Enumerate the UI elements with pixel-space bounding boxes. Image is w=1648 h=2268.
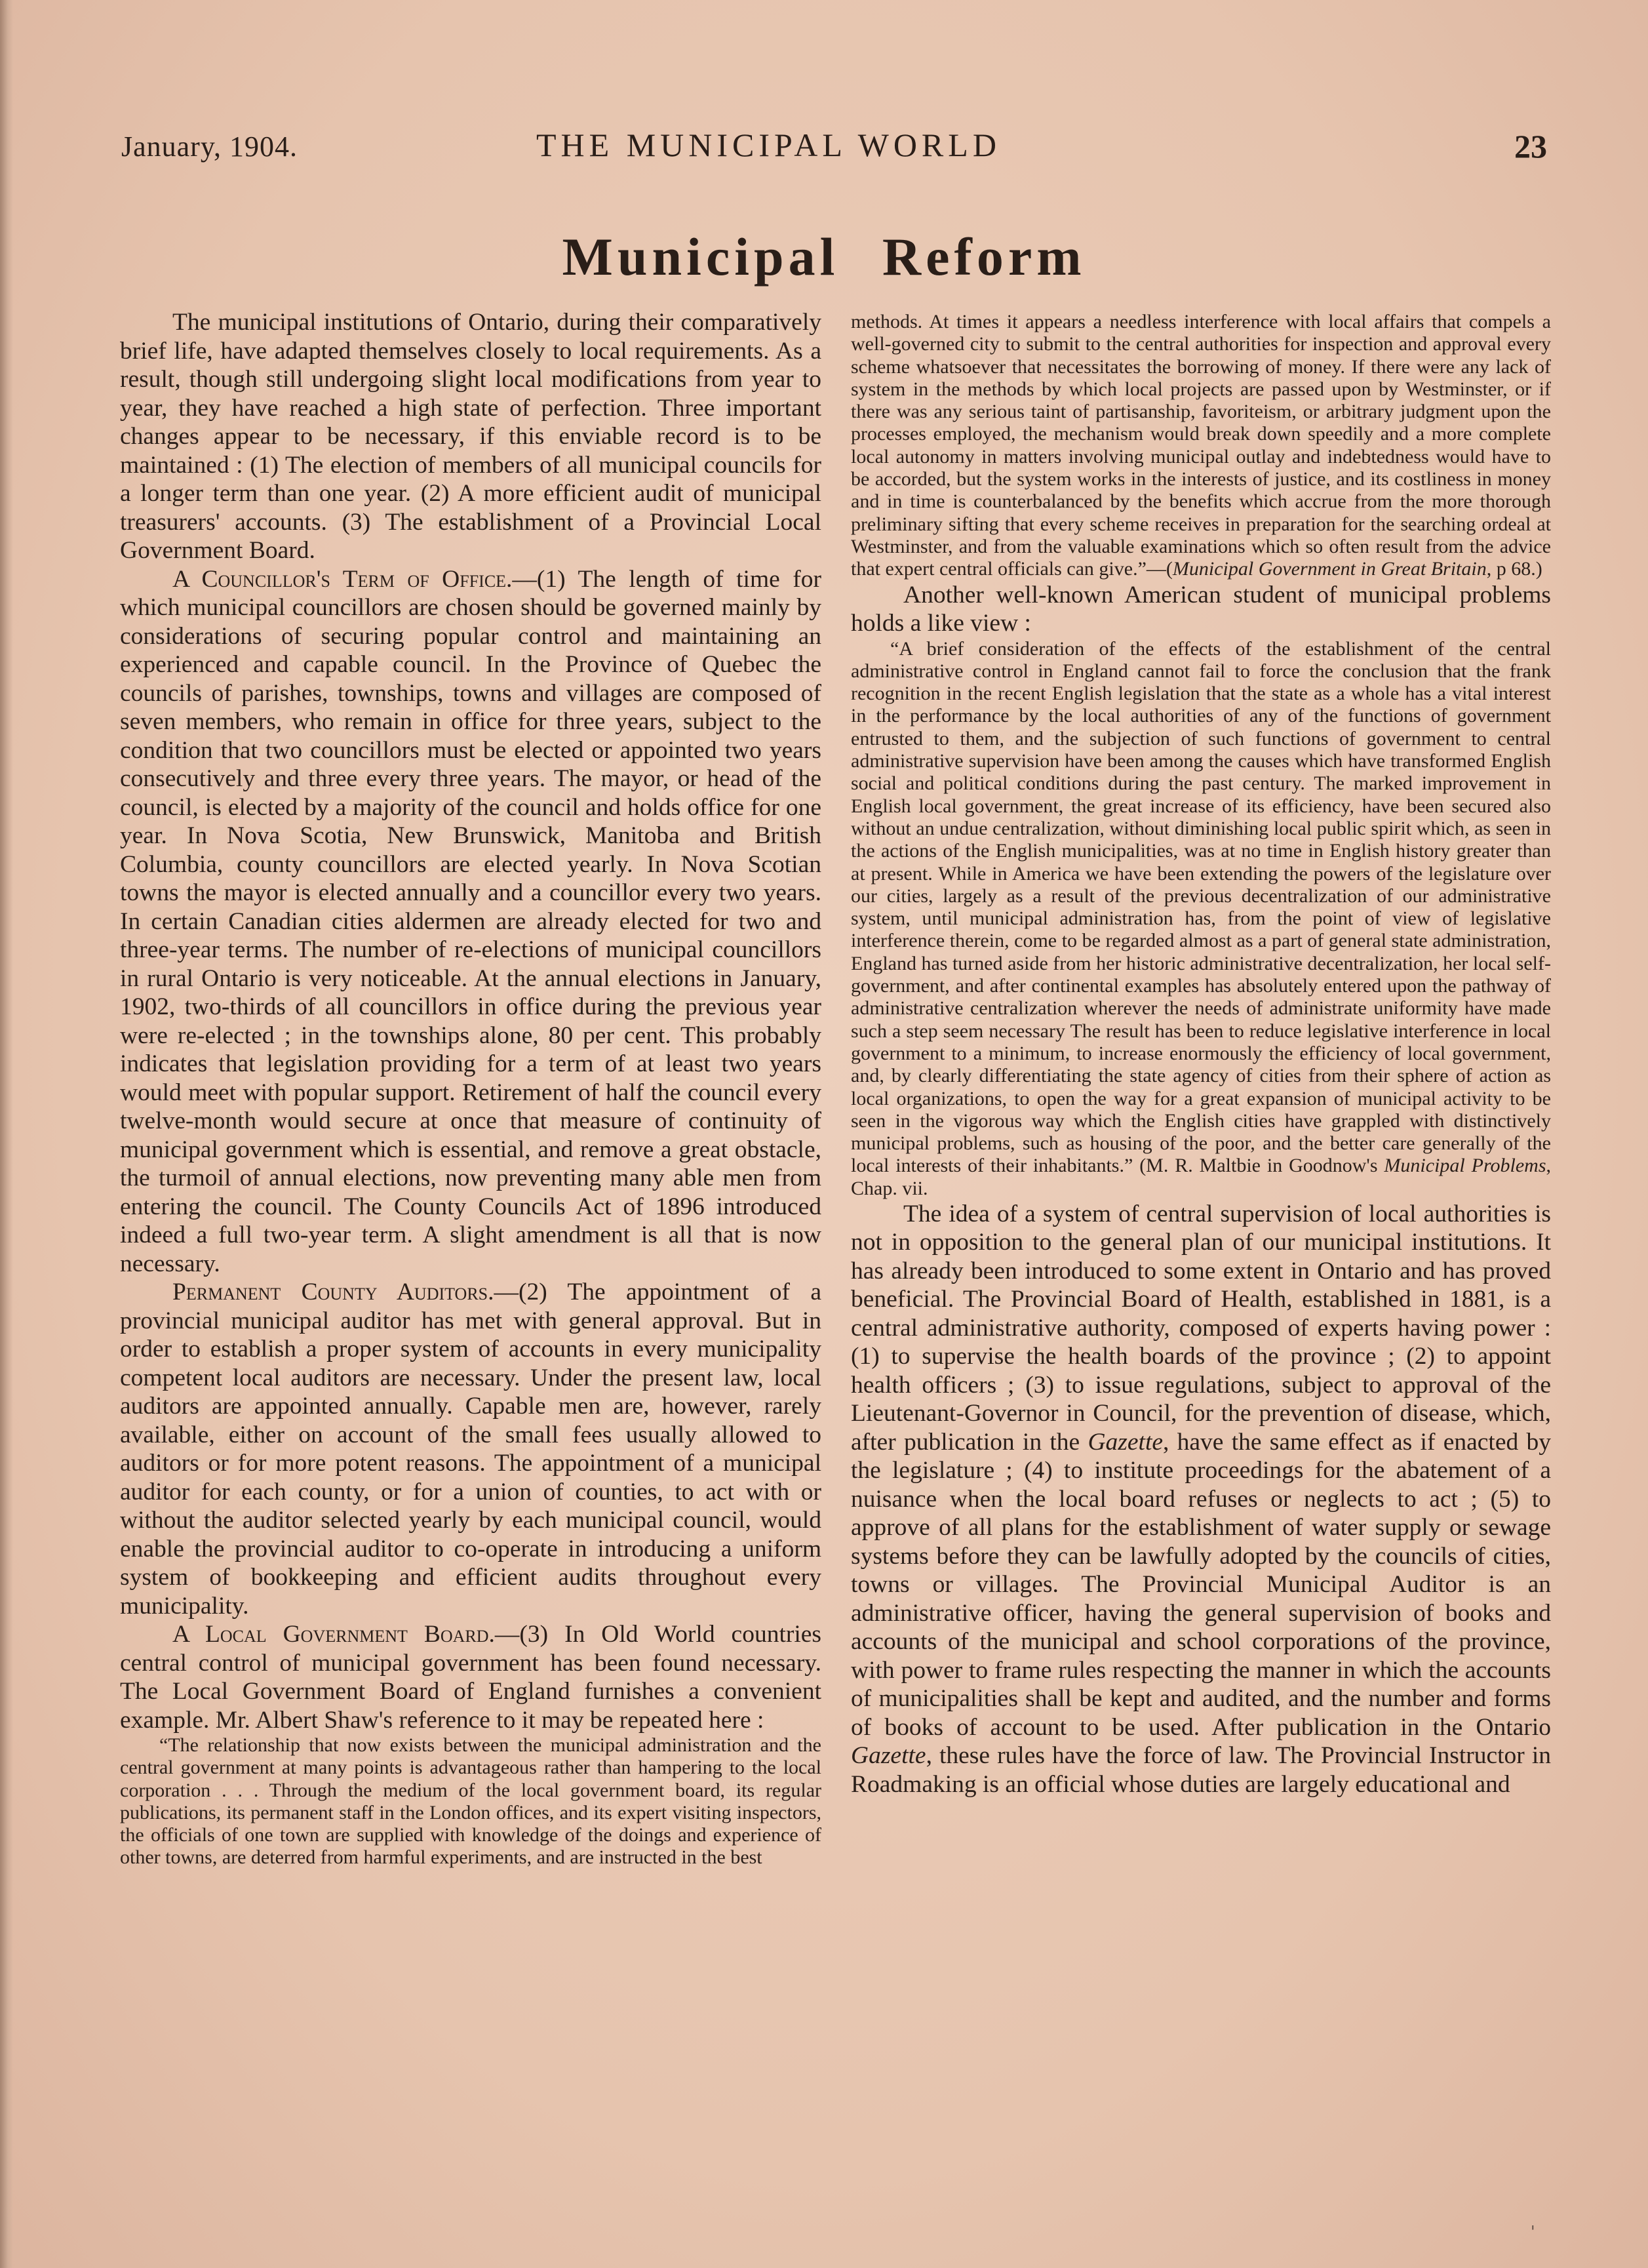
- section-heading-councillors-term: A Councillor's Term of Office.: [172, 565, 513, 593]
- article-title: Municipal Reform: [562, 227, 1086, 287]
- paragraph-central-supervision-c: , these rules have the force of law. The Provincial Instructor in Roadmaking is an official whose duties are largely educational and: [851, 1742, 1551, 1798]
- quote-shaw-page: , p 68.): [1486, 558, 1542, 580]
- publication-title: THE MUNICIPAL WORLD: [536, 127, 1001, 163]
- section-heading-local-government-board: A Local Government Board.: [172, 1621, 495, 1648]
- paragraph-american-student: Another well-known American student of municipal problems holds a like view :: [851, 581, 1551, 637]
- paragraph-county-auditors-text: —(2) The appointment of a provincial municipal auditor has met with general approval. But in order to establish a proper system of accounts in every municipality competent local auditors are necessary. Under the present law, local auditors are appointed annually. Capable men are, however, rarely available, either on account of the small fees usually allowed to auditors or for more potent reasons. The appointment of a municipal auditor for each county, or for a union of counties, to act with or without the auditor selected yearly by each municipal council, would enable the provincial auditor to co-operate in introducing a uniform system of bookkeeping and efficient audits throughout every municipality.: [120, 1279, 821, 1620]
- paragraph-central-supervision-a: The idea of a system of central supervision of local authorities is not in opposition to the general plan of our municipal institutions. It has already been introduced to some extent in Ontario and has proved beneficial. The Provincial Board of Health, established in 1881, is a central administrative authority, composed of experts having power : (1) to supervise the health boards of the province ; (2) to appoint health officers ; (3) to issue regulations, subject to approval of the Lieutenant-Governor in Council, for the prevention of disease, which, after publication in the: [851, 1200, 1551, 1456]
- gazette-reference-2: Gazette: [851, 1742, 926, 1770]
- page-binding-edge: [0, 0, 13, 2268]
- gazette-reference-1: Gazette: [1088, 1428, 1164, 1456]
- paragraph-councillors-term-text: —(1) The length of time for which municipal councillors are chosen should be governed mainly by considerations of securing popular control and maintaining an experienced and capable council. In the Province of Quebec the councils of parishes, townships, towns and villages are composed of seven members, who remain in office for three years, subject to the condition that two councillors must be elected or appointed two years consecutively and three every three years. The mayor, or head of the council, is elected by a majority of the council and holds office for one year. In Nova Scotia, New Brunswick, Manitoba and British Columbia, county councillors are elected yearly. In Nova Scotian towns the mayor is elected annually and a councillor every two years. In certain Canadian cities aldermen are already elected for two and three-year terms. The number of re-elections of municipal councillors in rural Ontario is very noticeable. At the annual elections in January, 1902, two-thirds of all councillors in office during the previous year were re-elected ; in the townships alone, 80 per cent. This probably indicates that legislation providing for a term of at least two years would meet with popular support. Retirement of half the council every twelve-month would secure at once that measure of continuity of municipal government which is essential, and remove a great obstacle, the turmoil of annual elections, now preventing many able men from entering the council. The County Councils Act of 1896 introduced indeed a full two-year term. A slight amendment is all that is now necessary.: [120, 565, 821, 1277]
- quote-shaw-source: Municipal Government in Great Britain: [1172, 558, 1487, 580]
- header-date: January, 1904.: [121, 130, 298, 163]
- paragraph-local-government-board: [120, 1620, 821, 1734]
- paragraph-county-auditors: [120, 1278, 821, 1620]
- right-column: [851, 311, 1551, 1799]
- quote-maltbie-source: Municipal Problems: [1384, 1155, 1546, 1177]
- paragraph-local-government-board-text: —(3) In Old World countries central control of municipal government has been found necessary. The Local Government Board of England furnishes a convenient example. Mr. Albert Shaw's reference to it may be repeated here :: [120, 1621, 822, 1734]
- paragraph-intro: The municipal institutions of Ontario, during their comparatively brief life, have adapted themselves closely to local requirements. As a result, though still undergoing slight local modifications from year to year, they have reached a high state of perfection. Three important changes appear to be necessary, if this enviable record is to be maintained : (1) The election of members of all municipal councils for a longer term than one year. (2) A more efficient audit of municipal treasurers' accounts. (3) The establishment of a Provincial Local Government Board.: [120, 309, 821, 564]
- quote-maltbie-text: “A brief consideration of the effects of the establishment of the central administrative control in England cannot fail to force the conclusion that the frank recognition in the recent English legislation that the state as a whole has a vital interest in the performance by the local authorities of any of the functions of government entrusted to them, and the subjection of such functions of government to central administrative supervision have been among the causes which have transformed English social and political conditions during the past century. The marked improvement in English local government, the great increase of its efficiency, have been secured also without an undue centralization, without diminishing local public spirit which, as seen in the actions of the English municipalities, was at no time in English history greater than at present. While in America we have been extending the powers of the legislature over our cities, largely as a result of the previous decentralization of our administrative system, until municipal administration has, from the point of view of legislative interference therein, come to be regarded almost as a part of general state administration, England has turned aside from her historic administrative decentralization, her local self-government, and after continental examples has absolutely entered upon the pathway of administrative centralization wherever the needs of administrate uniformity have made such a step seem necessary The result has been to reduce legislative interference in local government to a minimum, to increase enormously the efficiency of local government, and, by clearly differentiating the state agency of cities from their sphere of action as local organizations, to open the way for a great expansion of municipal activity to be seen in the vigorous way which the English cities have grappled with distinctively municipal problems, such as housing of the poor, and the better care generally of the local interests of their inhabitants.” (M. R. Maltbie in Goodnow's: [851, 637, 1551, 1177]
- page-number: 23: [1514, 128, 1547, 165]
- block-quote-shaw-continued: [851, 311, 1551, 581]
- paragraph-central-supervision: [851, 1200, 1551, 1799]
- paragraph-councillors-term: [120, 565, 821, 1279]
- left-column: [120, 308, 821, 1869]
- block-quote-shaw: “The relationship that now exists between the municipal administration and the central government at many points is advantageous rather than hampering to the local corporation . . . Through the medium of the local government board, its regular publications, its permanent staff in the London offices, and its expert visiting inspectors, the officials of one town are supplied with knowledge of the doings and experience of other towns, are deterred from harmful experiments, and are instructed in the best: [120, 1734, 821, 1869]
- block-quote-maltbie: [851, 638, 1551, 1200]
- quote-shaw-text: methods. At times it appears a needless interference with local affairs that compels a well-governed city to submit to the central authorities for inspection and approval every scheme whatsoever that necessitates the borrowing of money. If there were any lack of system in the methods by which local projects are passed upon by Westminster, or if there was any serious taint of partisanship, favoriteism, or arbitrary judgment upon the processes employed, the mechanism would break down speedily and a more complete local autonomy in matters involving municipal outlay and indebtedness would have to be accorded, but the system works in the interests of justice, and its costliness in money and in time is counterbalanced by the benefits which accrue from the more thorough preliminary sifting that every scheme receives in preparation for the searching ordeal at Westminster, and from the valuable examinations which so often result from the advice that expert central officials can give.”—(: [851, 311, 1551, 580]
- bottom-right-mark: ': [1531, 2223, 1535, 2241]
- paragraph-central-supervision-b: , have the same effect as if enacted by the legislature ; (4) to institute proceedings for the abatement of a nuisance when the local board refuses or neglects to act ; (5) to approve of all plans for the establishment of water supply or sewage systems before they can be lawfully adopted by the councils of cities, towns or villages. The Provincial Municipal Auditor is an administrative officer, having the general supervision of books and accounts of the municipal and school corporations of the province, with power to frame rules respecting the manner in which the accounts of municipalities shall be kept and audited, and the number and forms of books of account to be used. After publication in the Ontario: [851, 1428, 1551, 1741]
- section-heading-county-auditors: Permanent County Auditors.: [172, 1279, 494, 1305]
- quote-maltbie-chapter: , Chap. vii.: [851, 1155, 1552, 1199]
